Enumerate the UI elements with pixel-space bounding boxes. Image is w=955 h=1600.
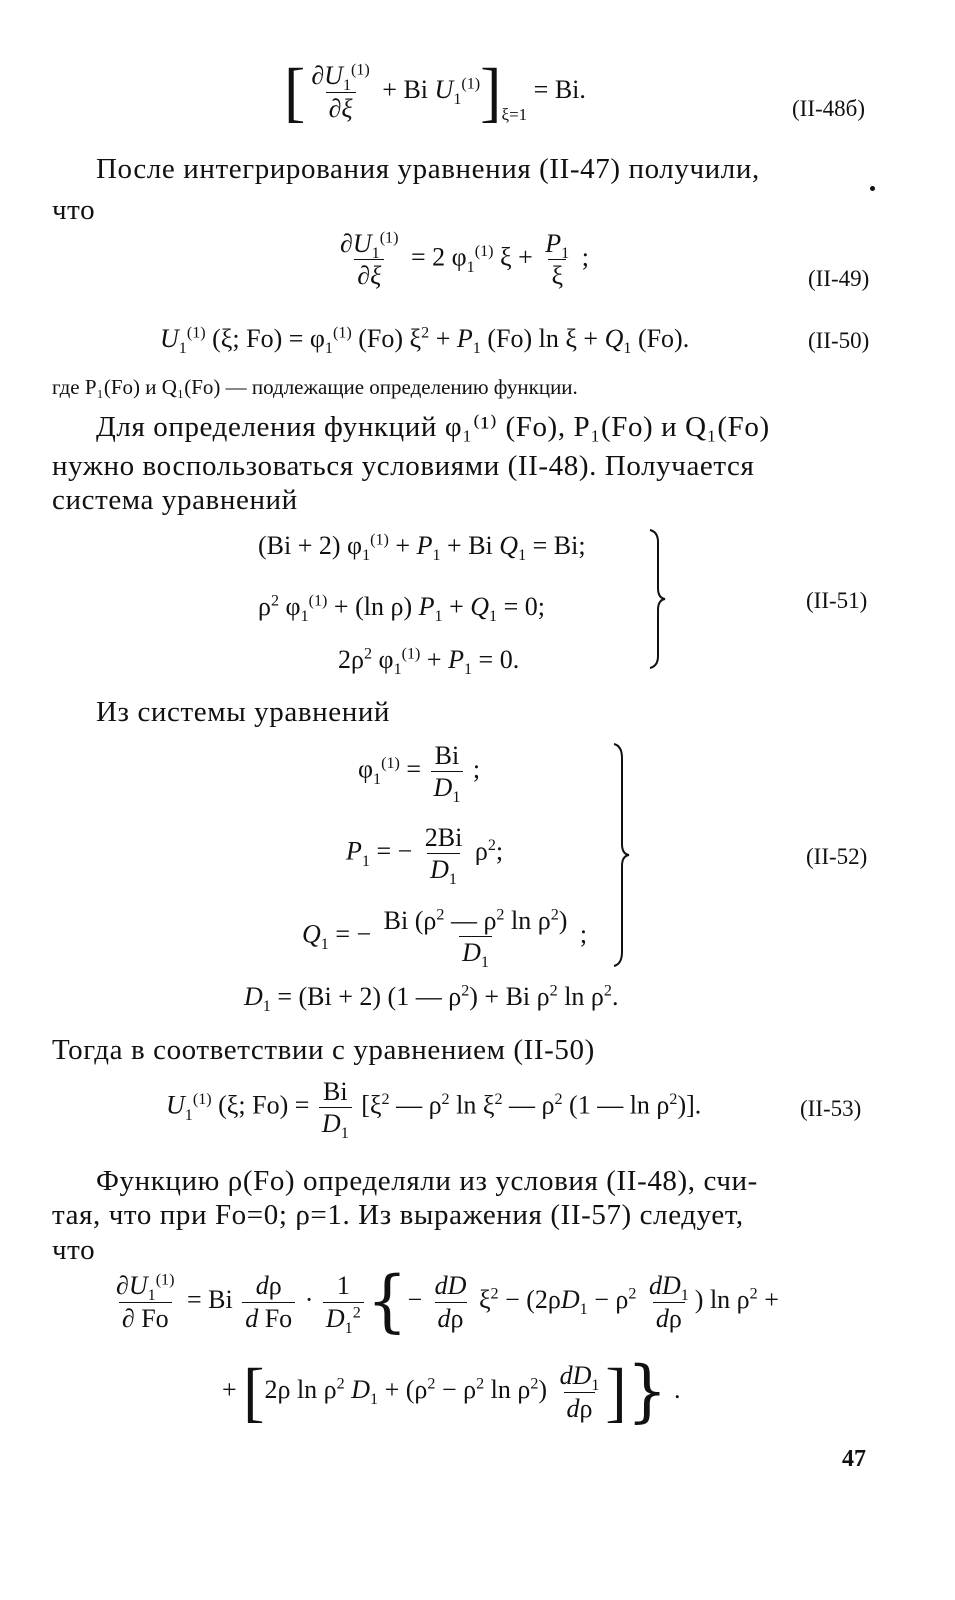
paragraph-3-line-1: Для определения функций φ₁⁽¹⁾ (Fo), P₁(Fo) и Q₁(Fo)	[96, 411, 770, 443]
equation-label-48b: (II-48б)	[792, 96, 865, 121]
equation-52-line-3: $Q_1$ = − $\frac{Bi (\rho^2 — \rho^2 \ln \rho^2)}{D_1}$ ;	[302, 906, 588, 972]
equation-50: $U_1^{(1)}$ (ξ; $Fo) = \varphi_1^{(1)}$ (Fo) $\xi^2 + P_1$ (Fo) $\ln \xi + Q_1$ (Fo).	[160, 324, 690, 358]
equation-label-53: (II-53)	[800, 1096, 862, 1121]
brace-52	[612, 742, 632, 968]
equation-label-52: (II-52)	[806, 844, 868, 869]
paragraph-4: Из системы уравнений	[96, 696, 391, 728]
paragraph-3-line-3: система уравнений	[52, 484, 298, 516]
page-number: 47	[842, 1446, 866, 1472]
equation-final-line-1: $\frac{\partial U_1^{(1)}}{\partial Fo}$ = Bi $\frac{d\rho}{\text{d Fo}}$ · $\frac{1}{D_1^2}$ {− $\frac{dD}{d\rho}$ $\xi^2 - (2\rho D_1 - \rho^2$ $\frac{dD_1}{d\rho}$ ) $\ln \rho^2$ +	[116, 1263, 779, 1341]
paragraph-1-line-2: что	[52, 194, 96, 226]
equation-d1: $D_1 = (Bi + 2)$ (1 — $\rho^2) + Bi$ $\rho^2$ $\ln \rho^2$.	[244, 982, 619, 1016]
equation-label-51: (II-51)	[806, 588, 868, 613]
equation-48b: [ $\frac{\partial U_1^{(1)}}{\partial\xi}$ + Bi $U_1^{(1)}]_{\xi=1} = Bi$.	[284, 54, 586, 129]
equation-51-line-2: $\rho^2$ $\varphi_1^{(1)} + (\ln$ ρ) $P_1 + Q_1 = 0$;	[258, 592, 545, 626]
equation-52-line-2: $P_1$ = − $\frac{2Bi}{D_1}$ $\rho^2$;	[346, 823, 504, 889]
paragraph-6-line-3: что	[52, 1234, 96, 1266]
equation-51-line-3: $2\rho^2$ $\varphi_1^{(1)} + P_1 = 0$.	[338, 645, 520, 679]
paragraph-6-line-1: Функцию ρ(Fo) определяли из условия (II-48), счи-	[96, 1165, 758, 1197]
stray-dot	[870, 186, 875, 191]
paragraph-2: где P₁(Fo) и Q₁(Fo) — подлежащие определению функции.	[52, 375, 578, 399]
paragraph-6-line-2: тая, что при Fo=0; ρ=1. Из выражения (II-57) следует,	[52, 1199, 744, 1231]
equation-49: $\frac{\partial U_1^{(1)}}{\partial\xi}$ = 2 $\varphi_1^{(1)}$ ξ + $\frac{P_1}{\xi}$ ;	[340, 229, 589, 291]
paragraph-3-line-2: нужно воспользоваться условиями (II-48). Получается	[52, 450, 755, 482]
equation-label-49: (II-49)	[808, 266, 870, 291]
equation-final-line-2: + [2ρ $\ln \rho^2$ $D_1 + (\rho^2 - \rho^2$ $\ln \rho^2$) $\frac{dD_1}{d\rho}$ ]} .	[222, 1353, 681, 1431]
brace-51	[648, 528, 668, 670]
paragraph-5: Тогда в соответствии с уравнением (II-50)	[52, 1034, 595, 1066]
equation-52-line-1: $\varphi_1^{(1)}$ = $\frac{Bi}{D_1}$ ;	[358, 741, 481, 807]
equation-51-line-1: (Bi + 2) $\varphi_1^{(1)} + P_1 + Bi$ $Q_1 = Bi$;	[258, 531, 586, 565]
paragraph-1-line-1: После интегрирования уравнения (II-47) получили,	[96, 153, 760, 185]
equation-53: $U_1^{(1)}$ (ξ; Fo) = $\frac{Bi}{D_1}$ [$\xi^2$ — $\rho^2$ $\ln \xi^2$ — $\rho^2$ (1 — $\ln \rho^2$)].	[166, 1077, 702, 1143]
equation-label-50: (II-50)	[808, 328, 870, 353]
